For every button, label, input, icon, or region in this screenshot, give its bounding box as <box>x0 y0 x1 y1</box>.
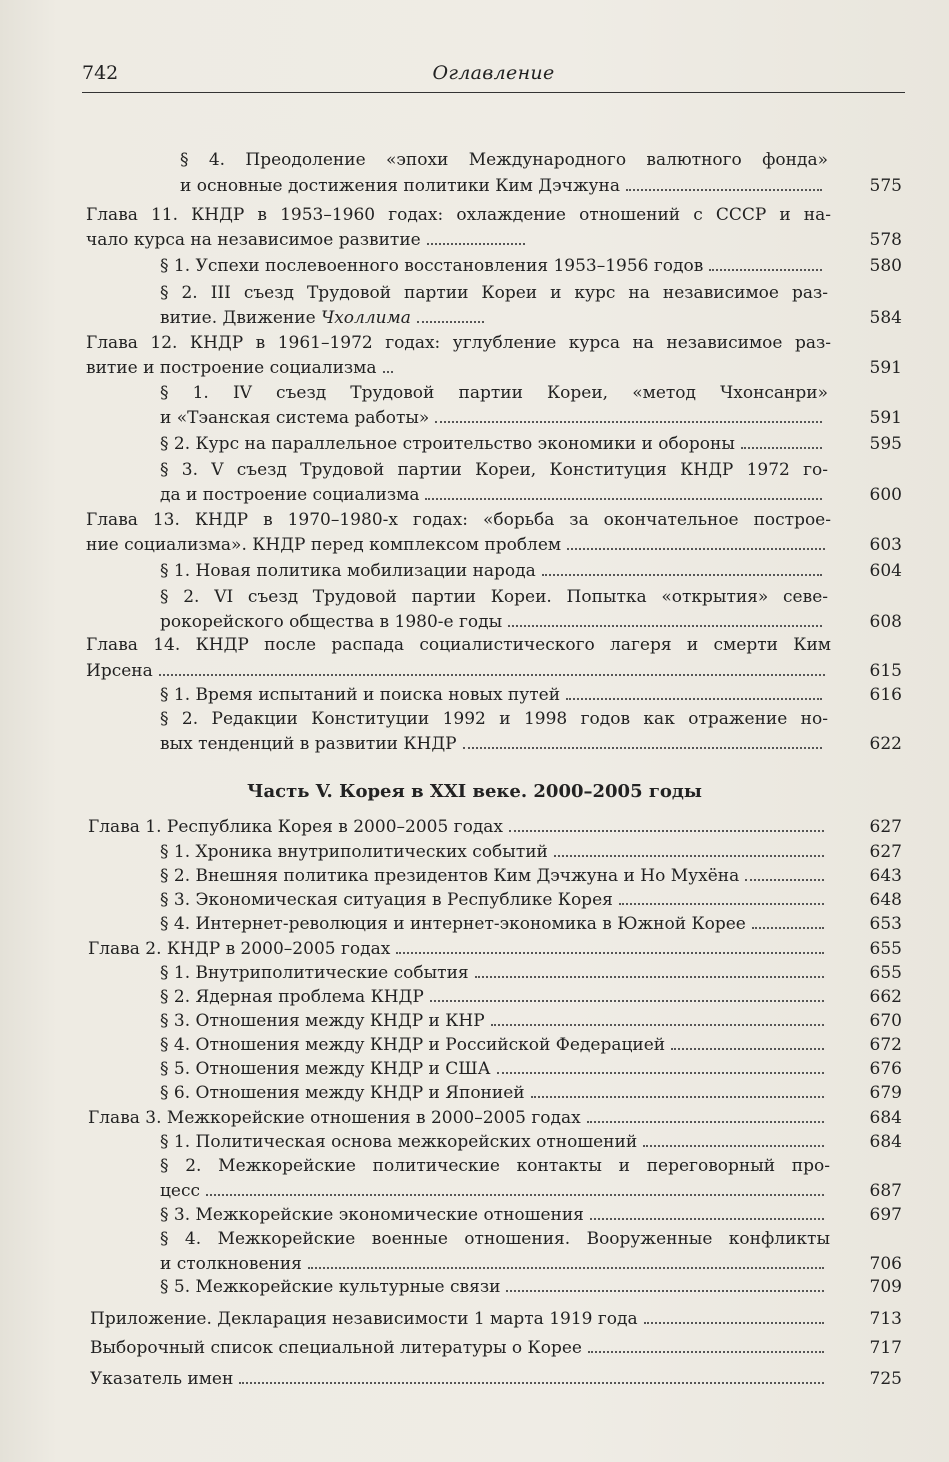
toc-page-number: 655 <box>869 963 902 983</box>
toc-entry-line <box>90 1338 830 1358</box>
toc-entry-line: § 1. IV съезд Трудовой партии Кореи, «метод Чхонсанри» <box>160 383 828 403</box>
dot-leader <box>643 1145 824 1147</box>
dot-leader <box>491 1024 824 1026</box>
toc-entry-line <box>180 176 828 196</box>
dot-leader <box>463 747 822 749</box>
toc-entry-line <box>86 230 531 250</box>
toc-entry-line <box>160 612 828 632</box>
dot-leader <box>588 1351 824 1353</box>
dot-leader <box>567 548 825 550</box>
dot-leader <box>554 855 824 857</box>
toc-entry-line <box>88 939 830 959</box>
dot-leader <box>475 976 824 978</box>
toc-entry-line <box>160 408 828 428</box>
dot-leader <box>383 371 393 373</box>
dot-leader <box>566 698 822 700</box>
dot-leader <box>159 674 825 676</box>
toc-entry-text: вых тенденций в развитии КНДР <box>160 734 457 754</box>
toc-entry-text: § 1. Время испытаний и поиска новых путей <box>160 685 561 705</box>
dot-leader <box>508 625 822 627</box>
toc-page-number: 672 <box>869 1035 902 1055</box>
toc-page-number: 591 <box>869 358 902 378</box>
toc-entry-line <box>90 1369 830 1389</box>
toc-entry-line <box>160 1011 830 1031</box>
dot-leader <box>752 927 824 929</box>
toc-entry-line: § 2. Межкорейские политические контакты и переговорный про- <box>160 1156 830 1176</box>
toc-page-number: 578 <box>869 230 902 250</box>
toc-page-number: 584 <box>869 308 902 328</box>
dot-leader <box>626 189 822 191</box>
toc-entry-line <box>160 1035 830 1055</box>
toc-entry-text: Указатель имен <box>90 1369 234 1389</box>
toc-entry-line <box>88 1108 830 1128</box>
toc-entry-line: § 2. VI съезд Трудовой партии Кореи. Попытка «открытия» севе- <box>160 587 828 607</box>
toc-entry-line <box>88 817 830 837</box>
dot-leader <box>619 903 824 905</box>
toc-entry-line <box>160 485 828 505</box>
toc-entry-text: § 2. Ядерная проблема КНДР <box>160 987 424 1007</box>
dot-leader <box>531 1096 824 1098</box>
toc-page-number: 684 <box>869 1132 902 1152</box>
running-header <box>82 58 905 93</box>
toc-page-number: 697 <box>869 1205 902 1225</box>
toc-entry-text: да и построение социализма <box>160 485 420 505</box>
toc-page-number: 608 <box>869 612 902 632</box>
toc-entry-line: Глава 12. КНДР в 1961–1972 годах: углубление курса на независимое раз- <box>86 333 831 353</box>
toc-entry-line: § 2. Редакции Конституции 1992 и 1998 годов как отражение но- <box>160 709 828 729</box>
toc-entry-line: § 4. Межкорейские военные отношения. Вооруженные конфликты <box>160 1229 830 1249</box>
toc-entry-line <box>86 661 831 681</box>
toc-entry-line: Глава 13. КНДР в 1970–1980-х годах: «борьба за окончательное построе- <box>86 510 831 530</box>
dot-leader <box>239 1382 824 1384</box>
toc-entry-text: ние социализма». КНДР перед комплексом проблем <box>86 535 562 555</box>
toc-entry-text: § 3. Межкорейские экономические отношения <box>160 1205 584 1225</box>
toc-page-number: 604 <box>869 561 902 581</box>
toc-entry-text: Глава 1. Республика Корея в 2000–2005 годах <box>88 817 504 837</box>
toc-entry-text: Глава 3. Межкорейские отношения в 2000–2005 годах <box>88 1108 581 1128</box>
toc-entry-text: Ирсена <box>86 661 153 681</box>
toc-entry-line <box>160 685 828 705</box>
toc-entry-text: Глава 2. КНДР в 2000–2005 годах <box>88 939 391 959</box>
toc-entry-line <box>86 358 386 378</box>
dot-leader <box>497 1072 824 1074</box>
toc-page-number: 725 <box>869 1369 902 1389</box>
toc-entry-line <box>160 256 828 276</box>
toc-entry-text: витие. Движение Чхоллима <box>160 308 411 328</box>
toc-entry-line <box>160 1277 830 1297</box>
toc-entry-text: рокорейского общества в 1980-е годы <box>160 612 503 632</box>
toc-entry-line <box>160 842 830 862</box>
toc-page-number: 709 <box>869 1277 902 1297</box>
toc-entry-text: § 6. Отношения между КНДР и Японией <box>160 1083 525 1103</box>
dot-leader <box>542 574 822 576</box>
dot-leader <box>425 498 822 500</box>
toc-entry-line <box>86 535 831 555</box>
toc-entry-line: Глава 11. КНДР в 1953–1960 годах: охлаждение отношений с СССР и на- <box>86 205 831 225</box>
toc-entry-line <box>160 1083 830 1103</box>
toc-entry-text: § 3. Отношения между КНДР и КНР <box>160 1011 485 1031</box>
toc-entry-text: § 5. Отношения между КНДР и США <box>160 1059 491 1079</box>
toc-entry-line <box>160 1132 830 1152</box>
dot-leader <box>709 269 822 271</box>
dot-leader <box>396 952 824 954</box>
dot-leader <box>644 1322 824 1324</box>
toc-entry-text: и основные достижения политики Ким Дэчжуна <box>180 176 620 196</box>
toc-entry-text: § 1. Успехи послевоенного восстановления 1953–1956 годов <box>160 256 704 276</box>
toc-entry-line <box>160 914 830 934</box>
toc-page-number: 580 <box>869 256 902 276</box>
toc-entry-text: § 1. Новая политика мобилизации народа <box>160 561 536 581</box>
toc-entry-text: § 1. Политическая основа межкорейских отношений <box>160 1132 638 1152</box>
toc-page-number: 717 <box>869 1338 902 1358</box>
dot-leader <box>417 321 484 323</box>
toc-entry-line <box>160 434 828 454</box>
page-number: 742 <box>82 62 119 84</box>
header-title: Оглавление <box>432 62 555 84</box>
part-heading: Часть V. Корея в XXI веке. 2000–2005 годы <box>247 781 702 802</box>
toc-entry-text: § 3. Экономическая ситуация в Республике Корея <box>160 890 613 910</box>
dot-leader <box>430 1000 824 1002</box>
toc-entry-line <box>160 734 828 754</box>
dot-leader <box>206 1194 824 1196</box>
toc-entry-line: § 2. III съезд Трудовой партии Кореи и курс на независимое раз- <box>160 283 828 303</box>
toc-entry-line <box>160 987 830 1007</box>
toc-entry-text: Выборочный список специальной литературы о Корее <box>90 1338 582 1358</box>
toc-entry-text: § 1. Хроника внутриполитических событий <box>160 842 548 862</box>
toc-page-number: 575 <box>869 176 902 196</box>
dot-leader <box>509 830 824 832</box>
toc-entry-text: и «Тэанская система работы» <box>160 408 430 428</box>
toc-page-number: 679 <box>869 1083 902 1103</box>
toc-page-number: 676 <box>869 1059 902 1079</box>
toc-page-number: 616 <box>869 685 902 705</box>
toc-entry-line: § 3. V съезд Трудовой партии Кореи, Конституция КНДР 1972 го- <box>160 460 828 480</box>
toc-page-number: 706 <box>869 1254 902 1274</box>
toc-entry-line <box>160 1059 830 1079</box>
toc-page-number: 648 <box>869 890 902 910</box>
toc-entry-text: § 1. Внутриполитические события <box>160 963 469 983</box>
toc-page-number: 670 <box>869 1011 902 1031</box>
toc-entry-line <box>160 963 830 983</box>
toc-entry-text: § 2. Курс на параллельное строительство экономики и обороны <box>160 434 735 454</box>
toc-entry-line <box>160 1205 830 1225</box>
toc-page-number: 713 <box>869 1309 902 1329</box>
toc-page-number: 684 <box>869 1108 902 1128</box>
toc-entry-text: цесс <box>160 1181 201 1201</box>
toc-page-number: 653 <box>869 914 902 934</box>
toc-entry-text: и столкновения <box>160 1254 302 1274</box>
dot-leader <box>587 1121 824 1123</box>
toc-entry-line <box>160 308 490 328</box>
toc-entry-line: § 4. Преодоление «эпохи Международного валютного фонда» <box>180 150 828 170</box>
toc-page-number: 603 <box>869 535 902 555</box>
dot-leader <box>427 243 525 245</box>
toc-entry-text: чало курса на независимое развитие <box>86 230 421 250</box>
toc-page-number: 687 <box>869 1181 902 1201</box>
toc-entry-text: § 5. Межкорейские культурные связи <box>160 1277 501 1297</box>
toc-page-number: 600 <box>869 485 902 505</box>
toc-page-number: 622 <box>869 734 902 754</box>
dot-leader <box>741 447 822 449</box>
toc-page-number: 643 <box>869 866 902 886</box>
toc-page-number: 627 <box>869 817 902 837</box>
toc-entry-line <box>160 1181 830 1201</box>
toc-page-number: 591 <box>869 408 902 428</box>
toc-page-number: 595 <box>869 434 902 454</box>
toc-page-number: 655 <box>869 939 902 959</box>
toc-entry-text: § 4. Отношения между КНДР и Российской Федерацией <box>160 1035 666 1055</box>
toc-page-number: 615 <box>869 661 902 681</box>
toc-entry-line <box>160 1254 830 1274</box>
dot-leader <box>590 1218 824 1220</box>
toc-entry-line <box>160 866 830 886</box>
toc-entry-line <box>90 1309 830 1329</box>
toc-entry-line: Глава 14. КНДР после распада социалистического лагеря и смерти Ким <box>86 635 831 655</box>
toc-page-number: 627 <box>869 842 902 862</box>
dot-leader <box>435 421 822 423</box>
toc-entry-text: § 4. Интернет-революция и интернет-экономика в Южной Корее <box>160 914 746 934</box>
toc-page-number: 662 <box>869 987 902 1007</box>
toc-entry-italic-text: Чхоллима <box>321 308 411 328</box>
dot-leader <box>745 879 824 881</box>
dot-leader <box>308 1267 824 1269</box>
dot-leader <box>671 1048 824 1050</box>
toc-entry-text: § 2. Внешняя политика президентов Ким Дэчжуна и Но Мухёна <box>160 866 740 886</box>
toc-entry-text: витие и построение социализма <box>86 358 377 378</box>
dot-leader <box>506 1290 824 1292</box>
toc-entry-line <box>160 561 828 581</box>
toc-entry-text: Приложение. Декларация независимости 1 марта 1919 года <box>90 1309 638 1329</box>
toc-entry-line <box>160 890 830 910</box>
